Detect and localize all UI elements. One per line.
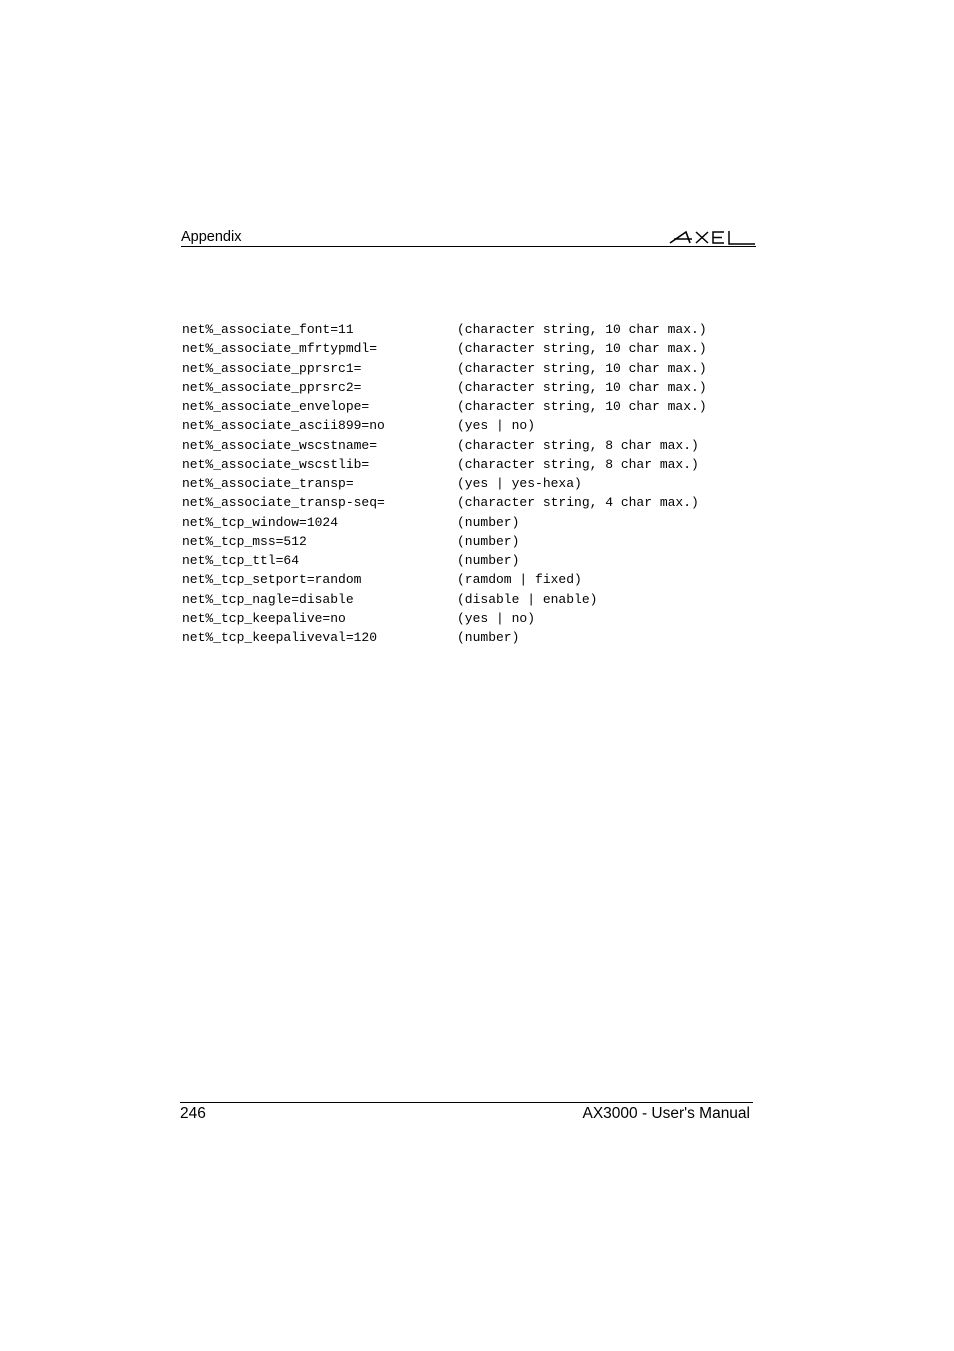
config-key: net%_associate_envelope=: [182, 399, 370, 414]
axel-logo: [668, 227, 756, 247]
config-row: [182, 532, 742, 551]
config-value: (character string, 10 char max.): [457, 379, 707, 395]
config-key: net%_associate_ascii899=no: [182, 418, 385, 434]
config-row: [182, 551, 742, 570]
config-row: [182, 359, 742, 378]
config-key: net%_tcp_setport=random: [182, 572, 362, 588]
config-key: net%_tcp_ttl=64: [182, 553, 300, 568]
config-key: net%_associate_mfrtypmdl=: [182, 341, 378, 357]
config-key: net%_tcp_window=1024: [182, 514, 339, 530]
config-key: net%_associate_font=11: [182, 322, 354, 337]
config-row: [182, 493, 742, 512]
config-value: (disable | enable): [457, 591, 598, 607]
config-value: (character string, 4 char max.): [457, 495, 699, 511]
config-row: [182, 513, 742, 532]
config-row: [182, 416, 742, 435]
config-key: net%_associate_pprsrc1=: [182, 360, 362, 376]
config-key: net%_associate_transp-seq=: [182, 495, 385, 511]
config-value: (yes | no): [457, 418, 536, 434]
config-key: net%_tcp_keepaliveval=120: [182, 630, 378, 645]
config-row: [182, 397, 742, 416]
config-value: (character string, 8 char max.): [457, 456, 699, 472]
config-row: [182, 455, 742, 474]
config-value: (number): [457, 553, 520, 568]
config-row: [182, 436, 742, 455]
config-parameter-list: [182, 320, 742, 647]
page-number: 246: [180, 1105, 206, 1122]
config-key: net%_associate_wscstname=: [182, 437, 378, 453]
config-key: net%_associate_wscstlib=: [182, 456, 370, 472]
config-row: [182, 570, 742, 589]
config-value: (character string, 10 char max.): [457, 322, 707, 337]
config-key: net%_tcp_keepalive=no: [182, 610, 346, 626]
config-row: [182, 378, 742, 397]
config-row: [182, 609, 742, 628]
config-key: net%_associate_pprsrc2=: [182, 379, 362, 395]
config-row: [182, 474, 742, 493]
page-header: [181, 228, 756, 247]
config-value: (yes | yes-hexa): [457, 476, 582, 491]
config-row: [182, 320, 742, 339]
config-value: (yes | no): [457, 610, 536, 626]
config-value: (character string, 10 char max.): [457, 341, 707, 357]
page-footer: [180, 1102, 753, 1125]
manual-title: AX3000 - User's Manual: [582, 1105, 750, 1122]
config-value: (number): [457, 514, 520, 530]
config-value: (character string, 10 char max.): [457, 399, 707, 414]
config-key: net%_tcp_nagle=disable: [182, 591, 354, 607]
config-key: net%_tcp_mss=512: [182, 533, 307, 549]
config-value: (character string, 10 char max.): [457, 360, 707, 376]
config-row: [182, 628, 742, 647]
config-row: [182, 590, 742, 609]
config-value: (number): [457, 630, 520, 645]
config-value: (character string, 8 char max.): [457, 437, 699, 453]
section-title: Appendix: [181, 229, 242, 245]
config-row: [182, 339, 742, 358]
config-value: (number): [457, 533, 520, 549]
config-value: (ramdom | fixed): [457, 572, 582, 588]
config-key: net%_associate_transp=: [182, 476, 354, 491]
